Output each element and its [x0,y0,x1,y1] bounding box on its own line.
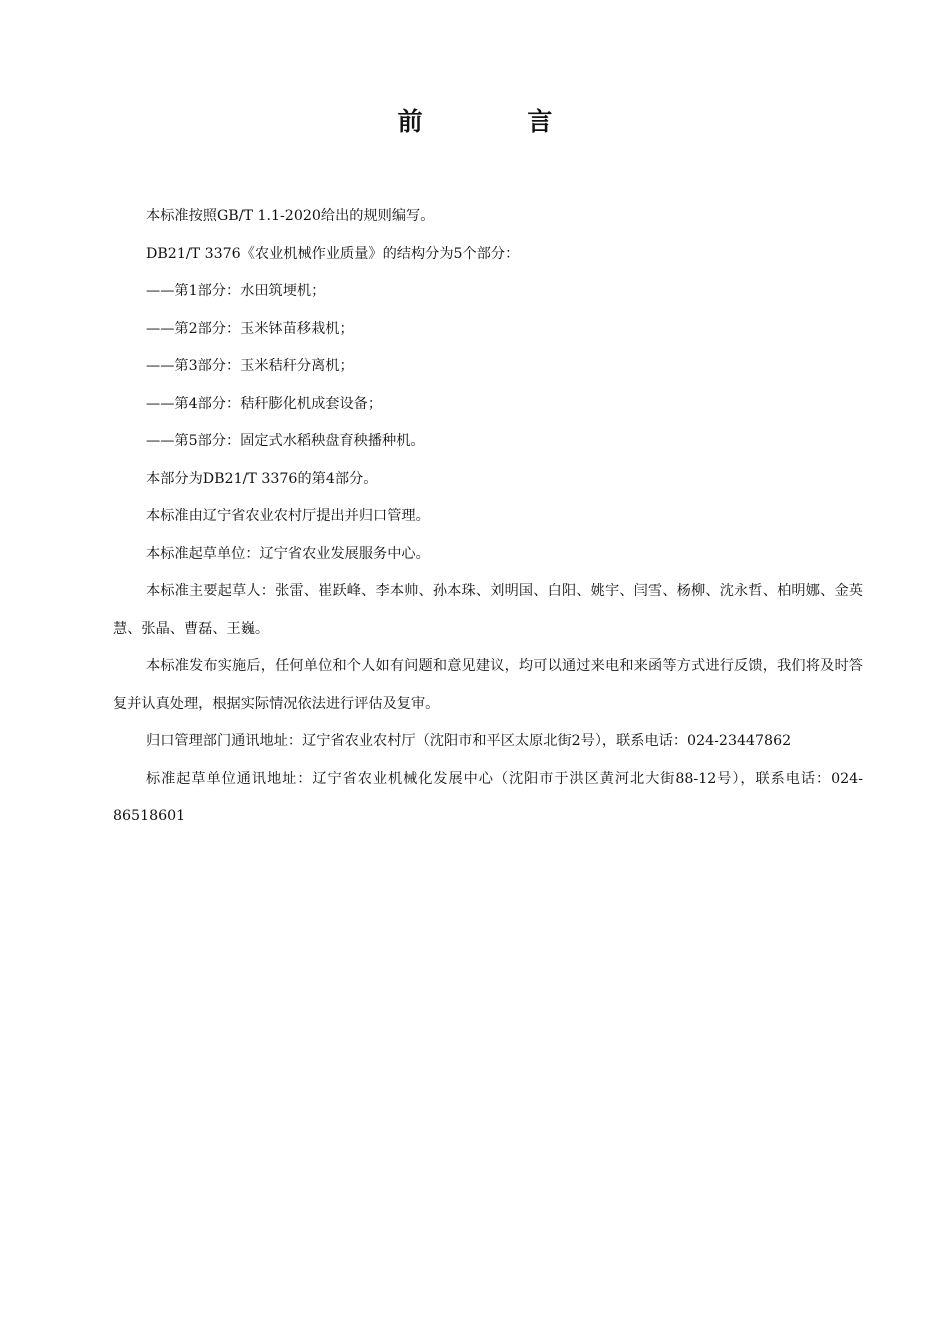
paragraph-drafter-contact: 标准起草单位通讯地址：辽宁省农业机械化发展中心（沈阳市于洪区黄河北大街88-12号），联系电话：024-86518601 [113,770,863,824]
list-item-part-4: ——第4部分：秸秆膨化机成套设备； [146,395,383,412]
list-item-part-1: ——第1部分：水田筑埂机； [146,283,326,299]
list-item-part-5: ——第5部分：固定式水稻秧盘育秧播种机。 [146,433,425,449]
document-body [113,198,863,836]
paragraph-proposer: 本标准由辽宁省农业农村厅提出并归口管理。 [146,508,430,524]
paragraph-drafting-rule: 本标准按照GB/T 1.1-2020给出的规则编写。 [146,208,435,224]
paragraph-admin-contact: 归口管理部门通讯地址：辽宁省农业农村厅（沈阳市和平区太原北街2号），联系电话：024-23447862 [146,733,792,749]
page-title: 前 言 [397,107,601,136]
paragraph-structure: DB21/T 3376《农业机械作业质量》的结构分为5个部分： [146,245,520,262]
paragraph-drafting-unit: 本标准起草单位：辽宁省农业发展服务中心。 [146,545,430,562]
paragraph-feedback: 本标准发布实施后，任何单位和个人如有问题和意见建议，均可以通过来电和来函等方式进行反馈，我们将及时答复并认真处理，根据实际情况依法进行评估及复审。 [113,658,863,712]
paragraph-this-part: 本部分为DB21/T 3376的第4部分。 [146,470,378,487]
list-item-part-3: ——第3部分：玉米秸秆分离机； [146,358,354,374]
paragraph-drafters: 本标准主要起草人：张雷、崔跃峰、李本帅、孙本珠、刘明国、白阳、姚宇、闫雪、杨柳、沈永哲、柏明娜、金英慧、张晶、曹磊、王巍。 [113,583,863,637]
list-item-part-2: ——第2部分：玉米钵苗移栽机； [146,320,354,337]
